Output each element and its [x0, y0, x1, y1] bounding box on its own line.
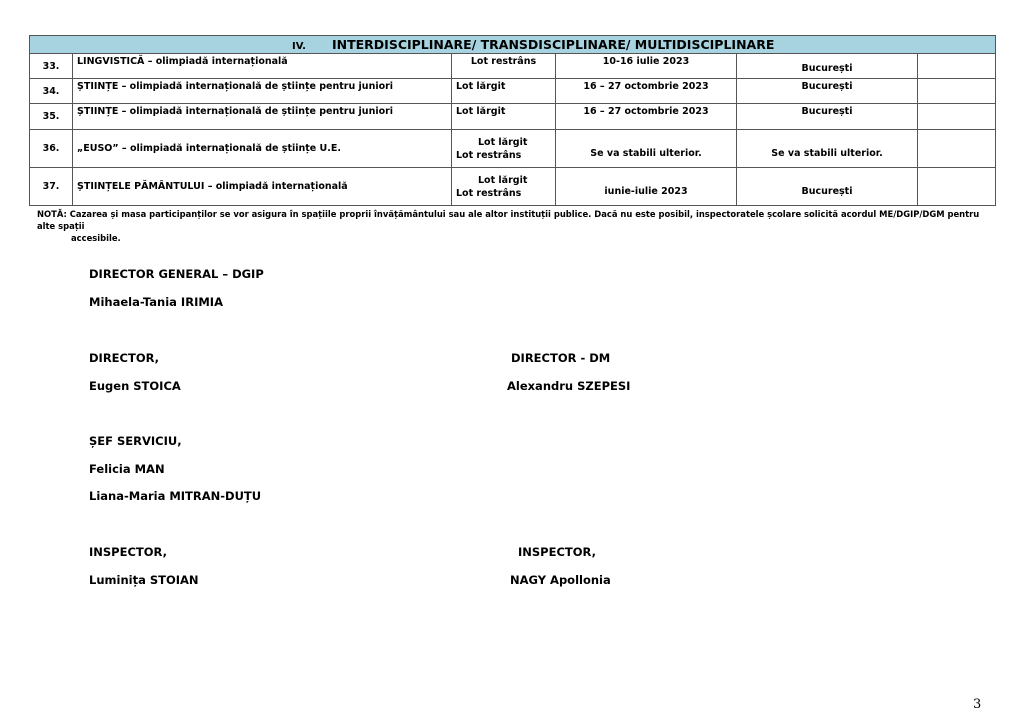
table-row: [30, 168, 996, 206]
row-number: 37.: [30, 168, 73, 206]
row-place: București: [737, 54, 918, 79]
row-name: LINGVISTICĂ – olimpiadă internațională: [73, 54, 452, 79]
row-name: ȘTIINȚE – olimpiadă internațională de științe pentru juniori: [73, 79, 452, 104]
row-place: Se va stabili ulterior.: [737, 130, 918, 168]
row-lot: Lot restrâns: [452, 54, 556, 79]
row-name: ȘTIINȚELE PĂMÂNTULUI – olimpiadă internațională: [73, 168, 452, 206]
row-number: 35.: [30, 104, 73, 130]
row-date: 16 – 27 octombrie 2023: [556, 104, 737, 130]
section-title: INTERDISCIPLINARE/ TRANSDISCIPLINARE/ MULTIDISCIPLINARE: [331, 37, 775, 52]
row-date: 10-16 iulie 2023: [556, 54, 737, 79]
row-place: București: [737, 79, 918, 104]
inspector-1-title: INSPECTOR,: [89, 545, 167, 559]
olympiad-table: [29, 35, 996, 206]
footnote-line: accesibile.: [71, 233, 121, 243]
row-empty-cell: [918, 168, 996, 206]
row-date: Se va stabili ulterior.: [556, 130, 737, 168]
director-general-name: Mihaela-Tania IRIMIA: [89, 295, 223, 309]
director-dm-name: Alexandru SZEPESI: [507, 379, 631, 393]
table-row: [30, 104, 996, 130]
table-row: [30, 130, 996, 168]
row-empty-cell: [918, 54, 996, 79]
director-general-title: DIRECTOR GENERAL – DGIP: [89, 267, 264, 281]
row-lot: Lot lărgit: [452, 104, 556, 130]
row-lot: [452, 168, 556, 206]
row-date: iunie-iulie 2023: [556, 168, 737, 206]
page-number: 3: [973, 697, 982, 712]
row-name: ȘTIINȚE – olimpiadă internațională de științe pentru juniori: [73, 104, 452, 130]
head-of-service-name-1: Felicia MAN: [89, 462, 165, 476]
row-lot: Lot lărgit: [452, 79, 556, 104]
row-lot: [452, 130, 556, 168]
section-number: IV.: [292, 41, 306, 52]
row-empty-cell: [918, 130, 996, 168]
row-lot-line: Lot lărgit: [478, 136, 528, 148]
row-place: București: [737, 104, 918, 130]
head-of-service-title: ȘEF SERVICIU,: [89, 434, 182, 448]
section-header-row: [30, 36, 996, 54]
director-title: DIRECTOR,: [89, 351, 160, 365]
director-dm-title: DIRECTOR - DM: [511, 351, 611, 365]
inspector-2-title: INSPECTOR,: [518, 545, 596, 559]
inspector-1-name: Luminița STOIAN: [89, 573, 199, 587]
row-number: 33.: [30, 54, 73, 79]
olympiad-table-wrapper: [29, 35, 995, 206]
row-empty-cell: [918, 104, 996, 130]
row-number: 36.: [30, 130, 73, 168]
row-lot-line: Lot restrâns: [456, 149, 522, 161]
row-empty-cell: [918, 79, 996, 104]
table-row: [30, 79, 996, 104]
director-name: Eugen STOICA: [89, 379, 181, 393]
footnote: [37, 208, 987, 244]
row-name: „EUSO” – olimpiadă internațională de științe U.E.: [73, 130, 452, 168]
inspector-2-name: NAGY Apollonia: [510, 573, 611, 587]
head-of-service-name-2: Liana-Maria MITRAN-DUȚU: [89, 489, 262, 503]
row-place: București: [737, 168, 918, 206]
row-date: 16 – 27 octombrie 2023: [556, 79, 737, 104]
table-row: [30, 54, 996, 79]
section-header: [30, 36, 996, 54]
footnote-line: NOTĂ: Cazarea și masa participanților se vor asigura în spațiile proprii învățământului sau ale altor instituții publice. Dacă nu este posibil, inspectoratele școlare solicită acordul ME/DGIP/DGM pentru alte spații: [37, 209, 980, 231]
row-lot-line: Lot restrâns: [456, 187, 522, 199]
row-number: 34.: [30, 79, 73, 104]
row-lot-line: Lot lărgit: [478, 174, 528, 186]
